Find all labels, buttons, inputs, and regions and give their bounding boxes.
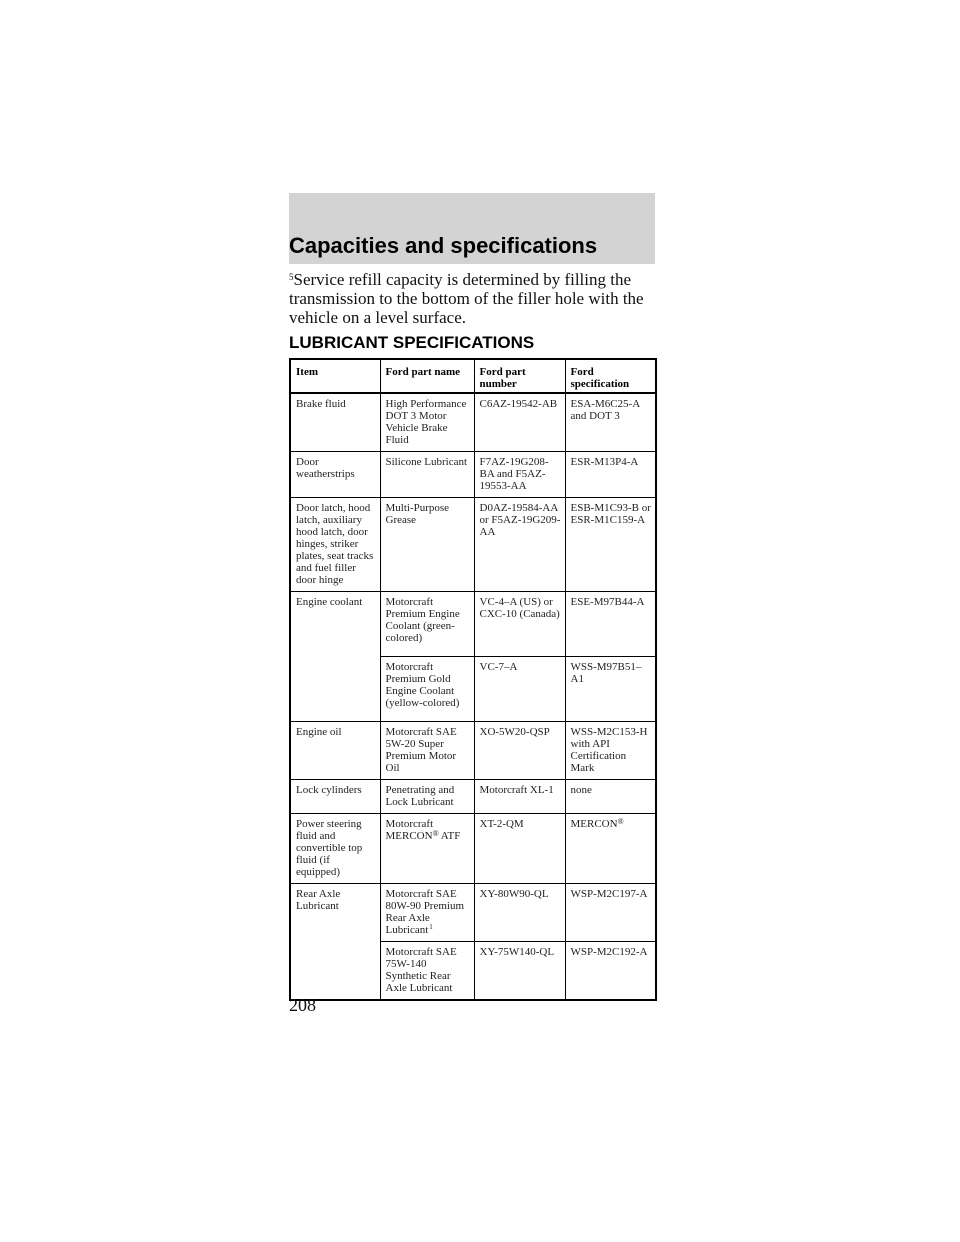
column-header-part-number: Ford part number xyxy=(474,359,565,393)
footnote xyxy=(289,270,664,327)
cell-item: Lock cylinders xyxy=(290,780,380,814)
part-name-text: Motorcraft SAE 80W-90 Premium Rear Axle Lubricant xyxy=(385,888,465,936)
cell-part-name: Motorcraft Premium Engine Coolant (green-colored) xyxy=(380,592,474,657)
cell-specification: ESE-M97B44-A xyxy=(565,592,656,657)
cell-item: Door weatherstrips xyxy=(290,452,380,498)
specification-text: MERCON xyxy=(570,818,618,830)
cell-specification: ESA-M6C25-A and DOT 3 xyxy=(565,393,656,452)
cell-part-number: F7AZ-19G208-BA and F5AZ-19553-AA xyxy=(474,452,565,498)
footnote-text: Service refill capacity is determined by filling the transmission to the bottom of the filler hole with the vehicle on a level surface. xyxy=(289,270,644,327)
cell-item: Brake fluid xyxy=(290,393,380,452)
table-row xyxy=(290,592,656,657)
cell-specification xyxy=(565,814,656,884)
table-header-row xyxy=(290,359,656,393)
cell-item: Engine oil xyxy=(290,722,380,780)
cell-specification: WSS-M2C153-H with API Certification Mark xyxy=(565,722,656,780)
cell-part-number: Motorcraft XL-1 xyxy=(474,780,565,814)
cell-part-name: Motorcraft Premium Gold Engine Coolant (yellow-colored) xyxy=(380,657,474,722)
cell-part-number: XO-5W20-QSP xyxy=(474,722,565,780)
cell-specification: none xyxy=(565,780,656,814)
lubricant-spec-table xyxy=(289,358,657,1001)
cell-specification: ESB-M1C93-B or ESR-M1C159-A xyxy=(565,498,656,592)
cell-specification: WSS-M97B51–A1 xyxy=(565,657,656,722)
cell-part-number: XY-75W140-QL xyxy=(474,942,565,1001)
cell-part-name: Penetrating and Lock Lubricant xyxy=(380,780,474,814)
cell-part-name: Motorcraft SAE 5W-20 Super Premium Motor Oil xyxy=(380,722,474,780)
part-name-text: Motorcraft MERCON xyxy=(385,818,434,842)
footnote-reference: 1 xyxy=(429,923,433,931)
page-number: 208 xyxy=(289,995,316,1015)
cell-part-number: XY-80W90-QL xyxy=(474,884,565,942)
cell-part-name: Multi-Purpose Grease xyxy=(380,498,474,592)
table-row xyxy=(290,452,656,498)
section-heading: LUBRICANT SPECIFICATIONS xyxy=(289,333,535,352)
page-title: Capacities and specifications xyxy=(289,233,598,258)
cell-part-number: XT-2-QM xyxy=(474,814,565,884)
cell-part-number: D0AZ-19584-AA or F5AZ-19G209-AA xyxy=(474,498,565,592)
registered-mark: ® xyxy=(617,817,624,826)
cell-part-name xyxy=(380,814,474,884)
cell-part-name: High Performance DOT 3 Motor Vehicle Brake Fluid xyxy=(380,393,474,452)
table-row xyxy=(290,393,656,452)
table-row xyxy=(290,498,656,592)
cell-item: Power steering fluid and convertible top fluid (if equipped) xyxy=(290,814,380,884)
cell-specification: WSP-M2C192-A xyxy=(565,942,656,1001)
cell-item: Door latch, hood latch, auxiliary hood latch, door hinges, striker plates, seat tracks and fuel filler door hinge xyxy=(290,498,380,592)
cell-item: Rear Axle Lubricant xyxy=(290,884,380,1001)
table-row xyxy=(290,884,656,942)
cell-part-name: Motorcraft SAE 75W-140 Synthetic Rear Axle Lubricant xyxy=(380,942,474,1001)
cell-item: Engine coolant xyxy=(290,592,380,722)
table-row xyxy=(290,814,656,884)
registered-mark: ® xyxy=(432,829,439,838)
cell-part-number: C6AZ-19542-AB xyxy=(474,393,565,452)
table-row xyxy=(290,780,656,814)
cell-specification: ESR-M13P4-A xyxy=(565,452,656,498)
part-name-suffix: ATF xyxy=(438,830,461,842)
column-header-part-name: Ford part name xyxy=(380,359,474,393)
cell-part-number: VC-4–A (US) or CXC-10 (Canada) xyxy=(474,592,565,657)
footnote-marker: 5 xyxy=(289,272,294,282)
column-header-specification: Ford specification xyxy=(565,359,656,393)
cell-part-number: VC-7–A xyxy=(474,657,565,722)
cell-part-name: Silicone Lubricant xyxy=(380,452,474,498)
table-row xyxy=(290,722,656,780)
column-header-item: Item xyxy=(290,359,380,393)
cell-part-name xyxy=(380,884,474,942)
cell-specification: WSP-M2C197-A xyxy=(565,884,656,942)
